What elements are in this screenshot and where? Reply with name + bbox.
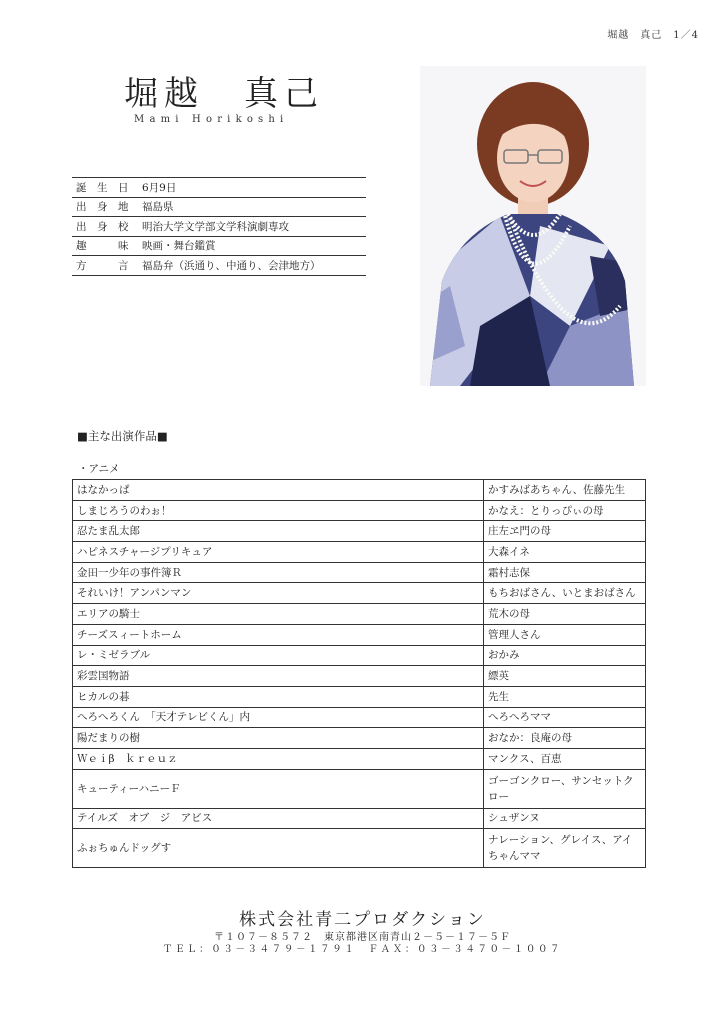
- work-title: テイルズ オブ ジ アビス: [73, 808, 484, 829]
- table-row: [73, 500, 646, 521]
- work-role: 縹英: [484, 666, 646, 687]
- profile-row-hobby: [72, 237, 366, 257]
- profile-row-school: [72, 217, 366, 237]
- table-row: [73, 666, 646, 687]
- table-row: [73, 769, 646, 808]
- work-role: 大森イネ: [484, 542, 646, 563]
- work-role: 荒木の母: [484, 604, 646, 625]
- table-row: [73, 542, 646, 563]
- work-title: レ・ミゼラブル: [73, 645, 484, 666]
- work-role: 管理人さん: [484, 624, 646, 645]
- work-title: エリアの騎士: [73, 604, 484, 625]
- work-role: かなえ：とりっぴぃの母: [484, 500, 646, 521]
- table-row: [73, 624, 646, 645]
- profile-table: [72, 177, 366, 276]
- page-number: 堀越 真己 1／4: [607, 30, 699, 41]
- profile-label: 誕 生 日: [76, 181, 129, 194]
- table-row: [73, 604, 646, 625]
- work-title: へろへろくん 「天才テレビくん」内: [73, 707, 484, 728]
- table-row: [73, 707, 646, 728]
- work-role: もちおばさん、いとまおばさん: [484, 583, 646, 604]
- work-role: おなか：良庵の母: [484, 728, 646, 749]
- profile-value: 福島県: [142, 201, 174, 214]
- profile-value: 福島弁（浜通り、中通り、会津地方）: [142, 259, 321, 272]
- table-row: [73, 645, 646, 666]
- profile-photo: [420, 66, 646, 386]
- company-address: 〒１０７－８５７２ 東京都港区南青山２－５－１７－５Ｆ: [214, 932, 511, 943]
- work-role: へろへろママ: [484, 707, 646, 728]
- work-role: 庄左ヱ門の母: [484, 521, 646, 542]
- profile-value: 明治大学文学部文学科演劇専攻: [142, 220, 289, 233]
- work-title: キューティーハニーＦ: [73, 769, 484, 808]
- work-title: それいけ！アンパンマン: [73, 583, 484, 604]
- section-title: ■主な出演作品■: [77, 429, 168, 443]
- table-row: [73, 808, 646, 829]
- work-role: シュザンヌ: [484, 808, 646, 829]
- work-title: Ｗｅｉβ ｋｒｅｕｚ: [73, 748, 484, 769]
- work-role: かすみばあちゃん、佐藤先生: [484, 480, 646, 501]
- profile-label: 出 身 地: [76, 201, 129, 214]
- profile-label: 出 身 校: [76, 220, 129, 233]
- work-title: ハピネスチャージプリキュア: [73, 542, 484, 563]
- profile-row-birthplace: [72, 198, 366, 218]
- table-row: [73, 829, 646, 868]
- work-role: 霜村志保: [484, 562, 646, 583]
- portrait-illustration: [420, 66, 646, 386]
- name-romaji: Mami Horikoshi: [134, 114, 289, 125]
- work-title: ふぉちゅんドッグす: [73, 829, 484, 868]
- company-phone-fax: ＴＥＬ：０３－３４７９－１７９１ ＦＡＸ：０３－３４７０－１００７: [162, 944, 563, 955]
- profile-row-dialect: [72, 256, 366, 276]
- work-role: マンクス、百恵: [484, 748, 646, 769]
- work-title: しまじろうのわぉ！: [73, 500, 484, 521]
- work-title: 金田一少年の事件簿Ｒ: [73, 562, 484, 583]
- category-label: ・アニメ: [78, 463, 120, 475]
- name-japanese: 堀越 真己: [124, 74, 324, 114]
- work-title: ヒカルの碁: [73, 686, 484, 707]
- table-row: [73, 562, 646, 583]
- profile-label: 方 言: [76, 259, 129, 272]
- work-title: 陽だまりの樹: [73, 728, 484, 749]
- work-title: 忍たま乱太郎: [73, 521, 484, 542]
- table-row: [73, 728, 646, 749]
- work-title: チーズスィートホーム: [73, 624, 484, 645]
- table-row: [73, 686, 646, 707]
- work-title: はなかっぱ: [73, 480, 484, 501]
- work-role: ナレーション、グレイス、アイちゃんママ: [484, 829, 646, 868]
- profile-value: 映画・舞台鑑賞: [142, 240, 216, 253]
- work-title: 彩雲国物語: [73, 666, 484, 687]
- work-role: 先生: [484, 686, 646, 707]
- table-row: [73, 521, 646, 542]
- profile-value: 6月9日: [142, 181, 177, 194]
- profile-label: 趣 味: [76, 240, 129, 253]
- table-row: [73, 480, 646, 501]
- works-table: [72, 479, 646, 868]
- profile-row-birthday: [72, 178, 366, 198]
- table-row: [73, 748, 646, 769]
- company-name: 株式会社青二プロダクション: [239, 910, 486, 930]
- table-row: [73, 583, 646, 604]
- work-role: おかみ: [484, 645, 646, 666]
- work-role: ゴーゴンクロー、サンセットクロー: [484, 769, 646, 808]
